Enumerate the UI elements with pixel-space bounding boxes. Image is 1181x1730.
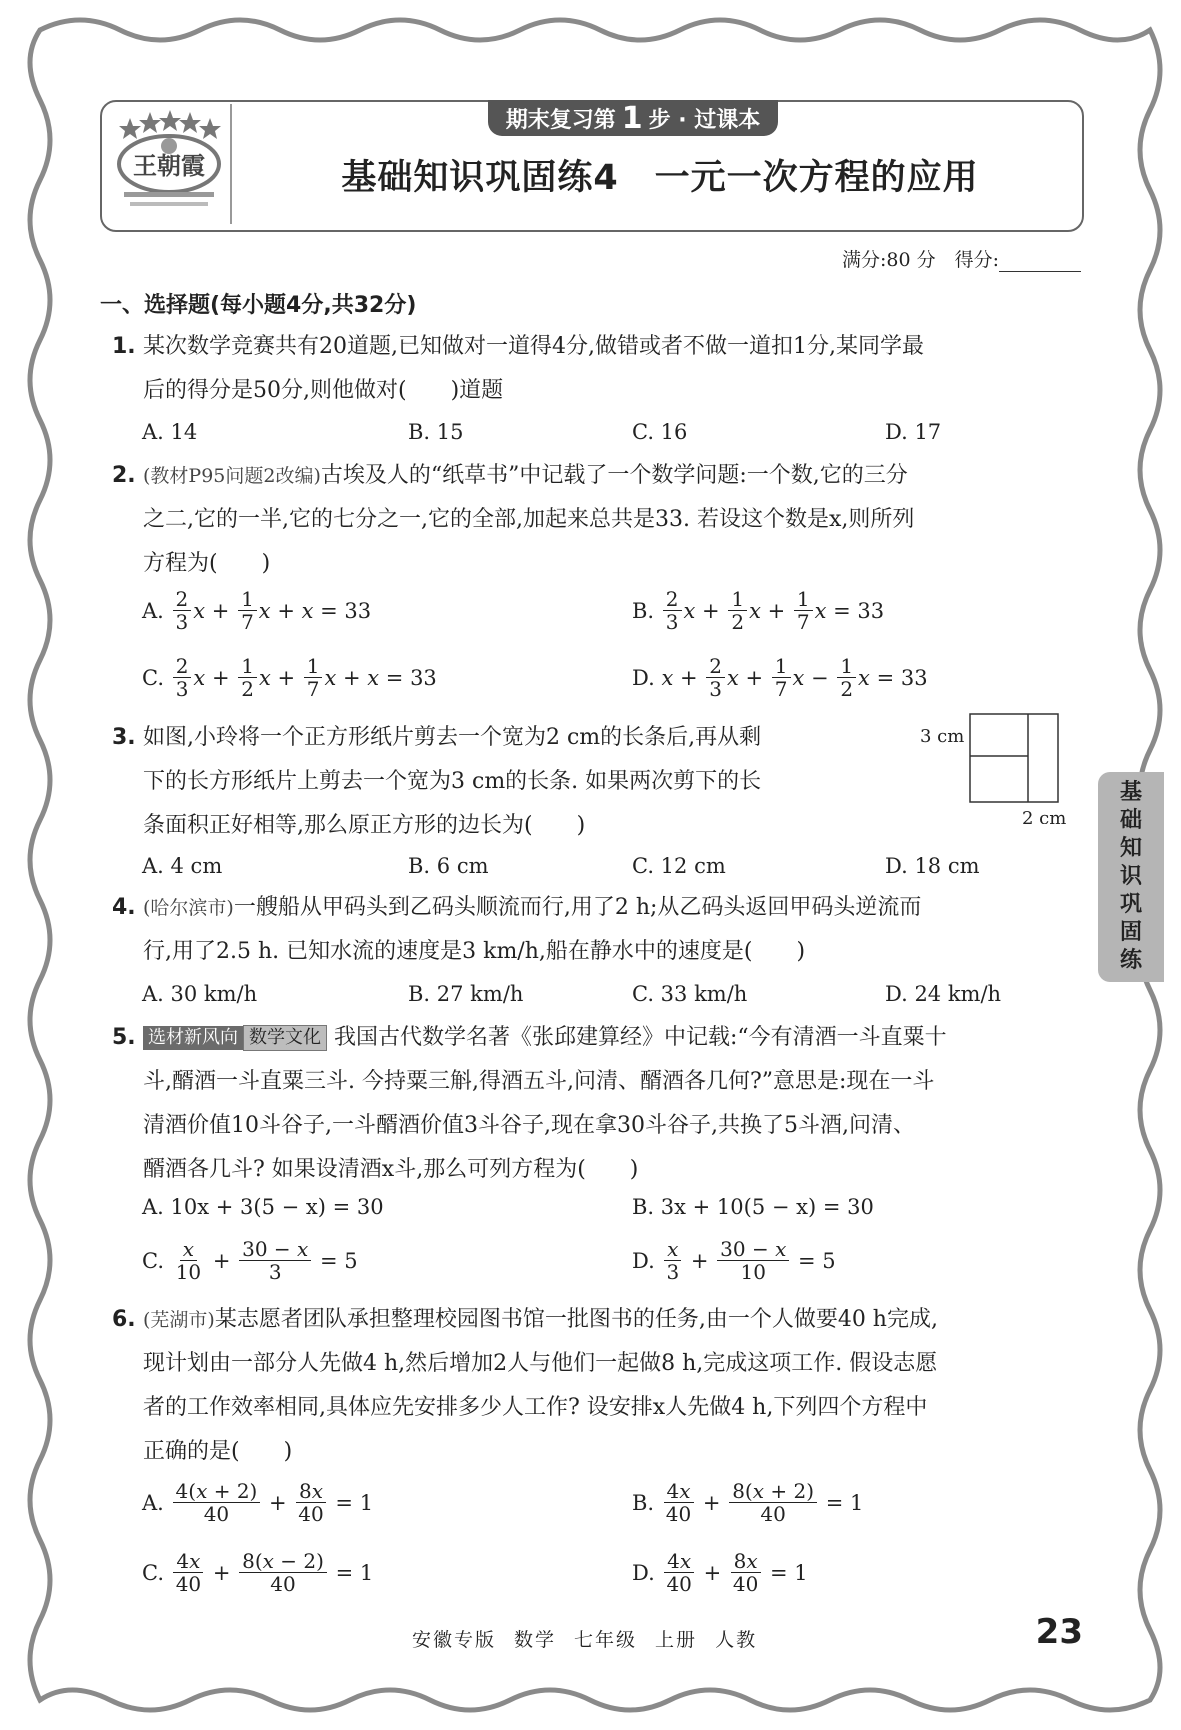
- option-a[interactable]: A. 14: [142, 420, 198, 444]
- option-c[interactable]: C. $\frac{x}{10}$ + $\frac{30 - x}{3}$ = 5: [142, 1237, 358, 1284]
- square-paper-figure: [918, 712, 1074, 824]
- tag-new-trend: 选材新风向: [143, 1026, 243, 1050]
- question-text: 正确的是( ): [143, 1439, 293, 1464]
- option-a[interactable]: A. 10x + 3(5 − x) = 30: [142, 1195, 384, 1219]
- option-d[interactable]: D. 17: [885, 420, 942, 444]
- option-d[interactable]: D. x + $\frac{2}{3}$ x + $\frac{1}{7}$ x − $\frac{1}{2}$ x = 33: [632, 654, 928, 701]
- option-b[interactable]: B. $\frac{2}{3}$ x + $\frac{1}{2}$ x + $\frac{1}{7}$ x = 33: [632, 587, 885, 634]
- question-text: 行,用了2.5 h. 已知水流的速度是3 km/h,船在静水中的速度是( ): [143, 939, 806, 964]
- svg-text:2 cm: 2 cm: [1022, 808, 1067, 824]
- option-a[interactable]: A. $\frac{2}{3}$ x + $\frac{1}{7}$ x + x = 33: [142, 587, 372, 634]
- tag-math-culture: 数学文化: [243, 1025, 327, 1051]
- question-text: 古埃及人的“纸草书”中记载了一个数学问题:一个数,它的三分: [320, 463, 908, 488]
- question-text: 我国古代数学名著《张邱建算经》中记载:“今有清酒一斗直粟十: [334, 1025, 947, 1050]
- option-c[interactable]: C. $\frac{2}{3}$ x + $\frac{1}{2}$ x + $\frac{1}{7}$ x + x = 33: [142, 654, 437, 701]
- option-c[interactable]: C. 16: [632, 420, 688, 444]
- question-text: 醑酒各几斗? 如果设清酒x斗,那么可列方程为( ): [143, 1157, 639, 1182]
- question-source: (哈尔滨市): [143, 897, 234, 919]
- step-suffix: 步 · 过课本: [648, 107, 761, 133]
- option-b[interactable]: B. $\frac{4x}{40}$ + $\frac{8(x + 2)}{40}$ = 1: [632, 1479, 864, 1526]
- question-text: 如图,小玲将一个正方形纸片剪去一个宽为2 cm的长条后,再从剩: [143, 725, 762, 750]
- footer-grade: 七年级: [574, 1629, 638, 1651]
- footer-subject: 数学: [514, 1629, 557, 1651]
- question-number: 4.: [112, 895, 136, 920]
- question-text: 之二,它的一半,它的七分之一,它的全部,加起来总共是33. 若设这个数是x,则所列: [143, 507, 915, 532]
- footer-edition: 安徽专版: [412, 1629, 497, 1651]
- option-a[interactable]: A. 4 cm: [142, 854, 223, 878]
- svg-text:3 cm: 3 cm: [920, 726, 965, 747]
- publisher-logo: [110, 108, 228, 216]
- score-line: [842, 245, 1081, 272]
- question-number: 1.: [112, 334, 136, 359]
- question-text: 现计划由一部分人先做4 h,然后增加2人与他们一起做8 h,完成这项工作. 假设志愿: [143, 1351, 938, 1376]
- question-text: 方程为( ): [143, 551, 271, 576]
- question-4: [112, 886, 1080, 974]
- svg-text:王朝霞: 王朝霞: [133, 151, 205, 180]
- score-blank[interactable]: [999, 253, 1081, 272]
- option-d[interactable]: D. $\frac{4x}{40}$ + $\frac{8x}{40}$ = 1: [632, 1549, 808, 1596]
- footer-volume: 上册: [655, 1629, 698, 1651]
- step-prefix: 期末复习第: [505, 107, 616, 133]
- question-text: 者的工作效率相同,具体应先安排多少人工作? 设安排x人先做4 h,下列四个方程中: [143, 1395, 928, 1420]
- question-source: (芜湖市): [143, 1309, 215, 1331]
- question-text: 下的长方形纸片上剪去一个宽为3 cm的长条. 如果两次剪下的长: [143, 769, 762, 794]
- question-text: 某志愿者团队承担整理校园图书馆一批图书的任务,由一个人做要40 h完成,: [214, 1307, 938, 1332]
- question-number: 2.: [112, 463, 136, 488]
- question-1: [112, 325, 1080, 413]
- option-c[interactable]: C. $\frac{4x}{40}$ + $\frac{8(x - 2)}{40}$ = 1: [142, 1549, 374, 1596]
- question-number: 3.: [112, 725, 136, 750]
- page-number: 23: [1035, 1612, 1083, 1652]
- score-label: 满分:80 分 得分:: [841, 249, 999, 271]
- option-b[interactable]: B. 6 cm: [408, 854, 489, 878]
- question-text: 条面积正好相等,那么原正方形的边长为( ): [143, 813, 586, 838]
- logo-divider: [230, 104, 232, 224]
- question-number: 6.: [112, 1307, 136, 1332]
- option-d[interactable]: D. 18 cm: [885, 854, 980, 878]
- question-text: 后的得分是50分,则他做对( )道题: [143, 378, 504, 403]
- question-number: 5.: [112, 1025, 136, 1050]
- question-text: 清酒价值10斗谷子,一斗醑酒价值3斗谷子,现在拿30斗谷子,共换了5斗酒,问清、: [143, 1113, 915, 1138]
- option-d[interactable]: D. 24 km/h: [885, 982, 1002, 1006]
- section-title: 一、选择题(每小题4分,共32分): [100, 293, 417, 318]
- step-tab: [488, 100, 778, 136]
- option-c[interactable]: C. 33 km/h: [632, 982, 748, 1006]
- side-tab[interactable]: 基 础 知 识 巩 固 练: [1098, 772, 1164, 982]
- option-b[interactable]: B. 3x + 10(5 − x) = 30: [632, 1195, 874, 1219]
- page-title: 基础知识巩固练4 一元一次方程的应用: [341, 158, 979, 198]
- footer-publisher: 人教: [715, 1629, 758, 1651]
- question-text: 某次数学竞赛共有20道题,已知做对一道得4分,做错或者不做一道扣1分,某同学最: [143, 334, 924, 359]
- option-b[interactable]: B. 27 km/h: [408, 982, 524, 1006]
- question-3: [112, 716, 892, 848]
- option-a[interactable]: A. $\frac{4(x + 2)}{40}$ + $\frac{8x}{40}$ = 1: [142, 1479, 374, 1526]
- question-2: [112, 454, 1080, 586]
- question-text: 一艘船从甲码头到乙码头顺流而行,用了2 h;从乙码头返回甲码头逆流而: [233, 895, 922, 920]
- question-5: [112, 1016, 1080, 1192]
- question-source: (教材P95问题2改编): [143, 465, 321, 487]
- question-6: [112, 1298, 1080, 1474]
- step-num: 1: [621, 100, 643, 136]
- option-c[interactable]: C. 12 cm: [632, 854, 726, 878]
- option-b[interactable]: B. 15: [408, 420, 464, 444]
- option-a[interactable]: A. 30 km/h: [142, 982, 258, 1006]
- option-d[interactable]: D. $\frac{x}{3}$ + $\frac{30 - x}{10}$ = 5: [632, 1237, 836, 1284]
- question-text: 斗,醑酒一斗直粟三斗. 今持粟三斛,得酒五斗,问清、醑酒各几何?”意思是:现在一斗: [143, 1069, 935, 1094]
- footer: [412, 1625, 775, 1652]
